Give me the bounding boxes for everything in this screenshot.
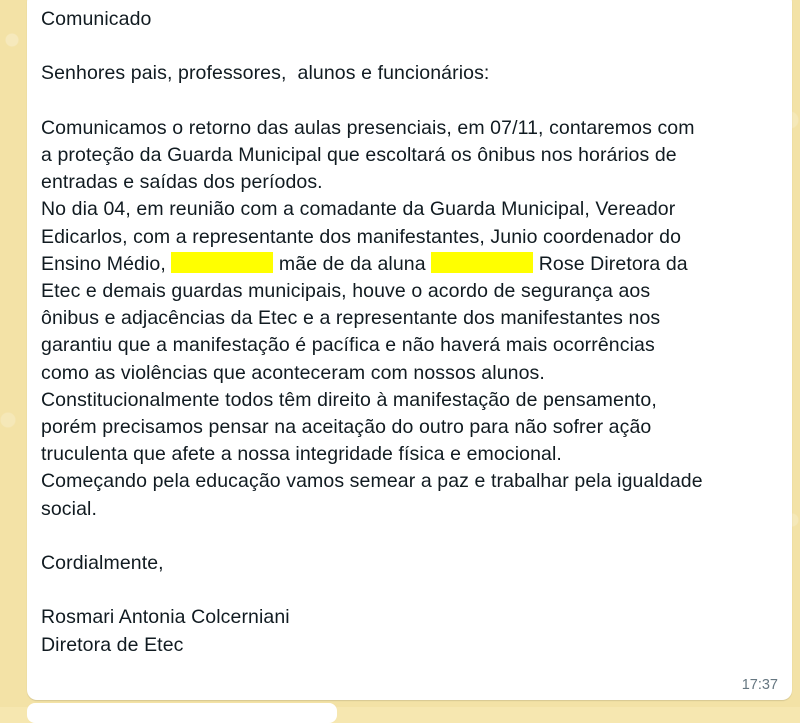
- message-closing: Cordialmente,: [41, 552, 164, 575]
- signature-title: Diretora de Etec: [41, 633, 184, 656]
- message-greeting: Senhores pais, professores, alunos e funcionários:: [41, 62, 490, 85]
- next-message-bubble[interactable]: [27, 703, 337, 723]
- message-paragraph-mid: mãe de da aluna: [273, 252, 432, 275]
- message-paragraph-end: Rose Diretora da Etec e demais guardas municipais, houve o acordo de segurança aos ônibus e adjacências da Etec e a representante dos manifestantes nos garantiu que a manifestação é pacífica e não haverá mais ocorrências como as violências que aconteceram com nossos alunos. Constitucionalmente todos têm direito à manifestação de pensamento, porém precisamos pensar na aceitação do outro para não sofrer ação truculenta que afete a nossa integridade física e emocional. Começando pela educação vamos semear a paz e trabalhar pela igualdade social.: [41, 252, 703, 520]
- redaction-mark: [171, 252, 273, 273]
- message-timestamp: 17:37: [741, 677, 778, 693]
- redaction-mark: [431, 252, 533, 273]
- message-body: [41, 6, 781, 659]
- message-paragraph: Comunicamos o retorno das aulas presenciais, em 07/11, contaremos com a proteção da Guarda Municipal que escoltará os ônibus nos horários de entradas e saídas dos períodos. No dia 04, em reunião com a comadante da Guarda Municipal, Vereador Edicarlos, com a representante dos manifestantes, Junio coordenador do Ensino Médio,: [41, 116, 695, 275]
- message-heading: Comunicado: [41, 8, 152, 30]
- message-bubble[interactable]: [27, 0, 792, 700]
- signature-name: Rosmari Antonia Colcerniani: [41, 606, 290, 629]
